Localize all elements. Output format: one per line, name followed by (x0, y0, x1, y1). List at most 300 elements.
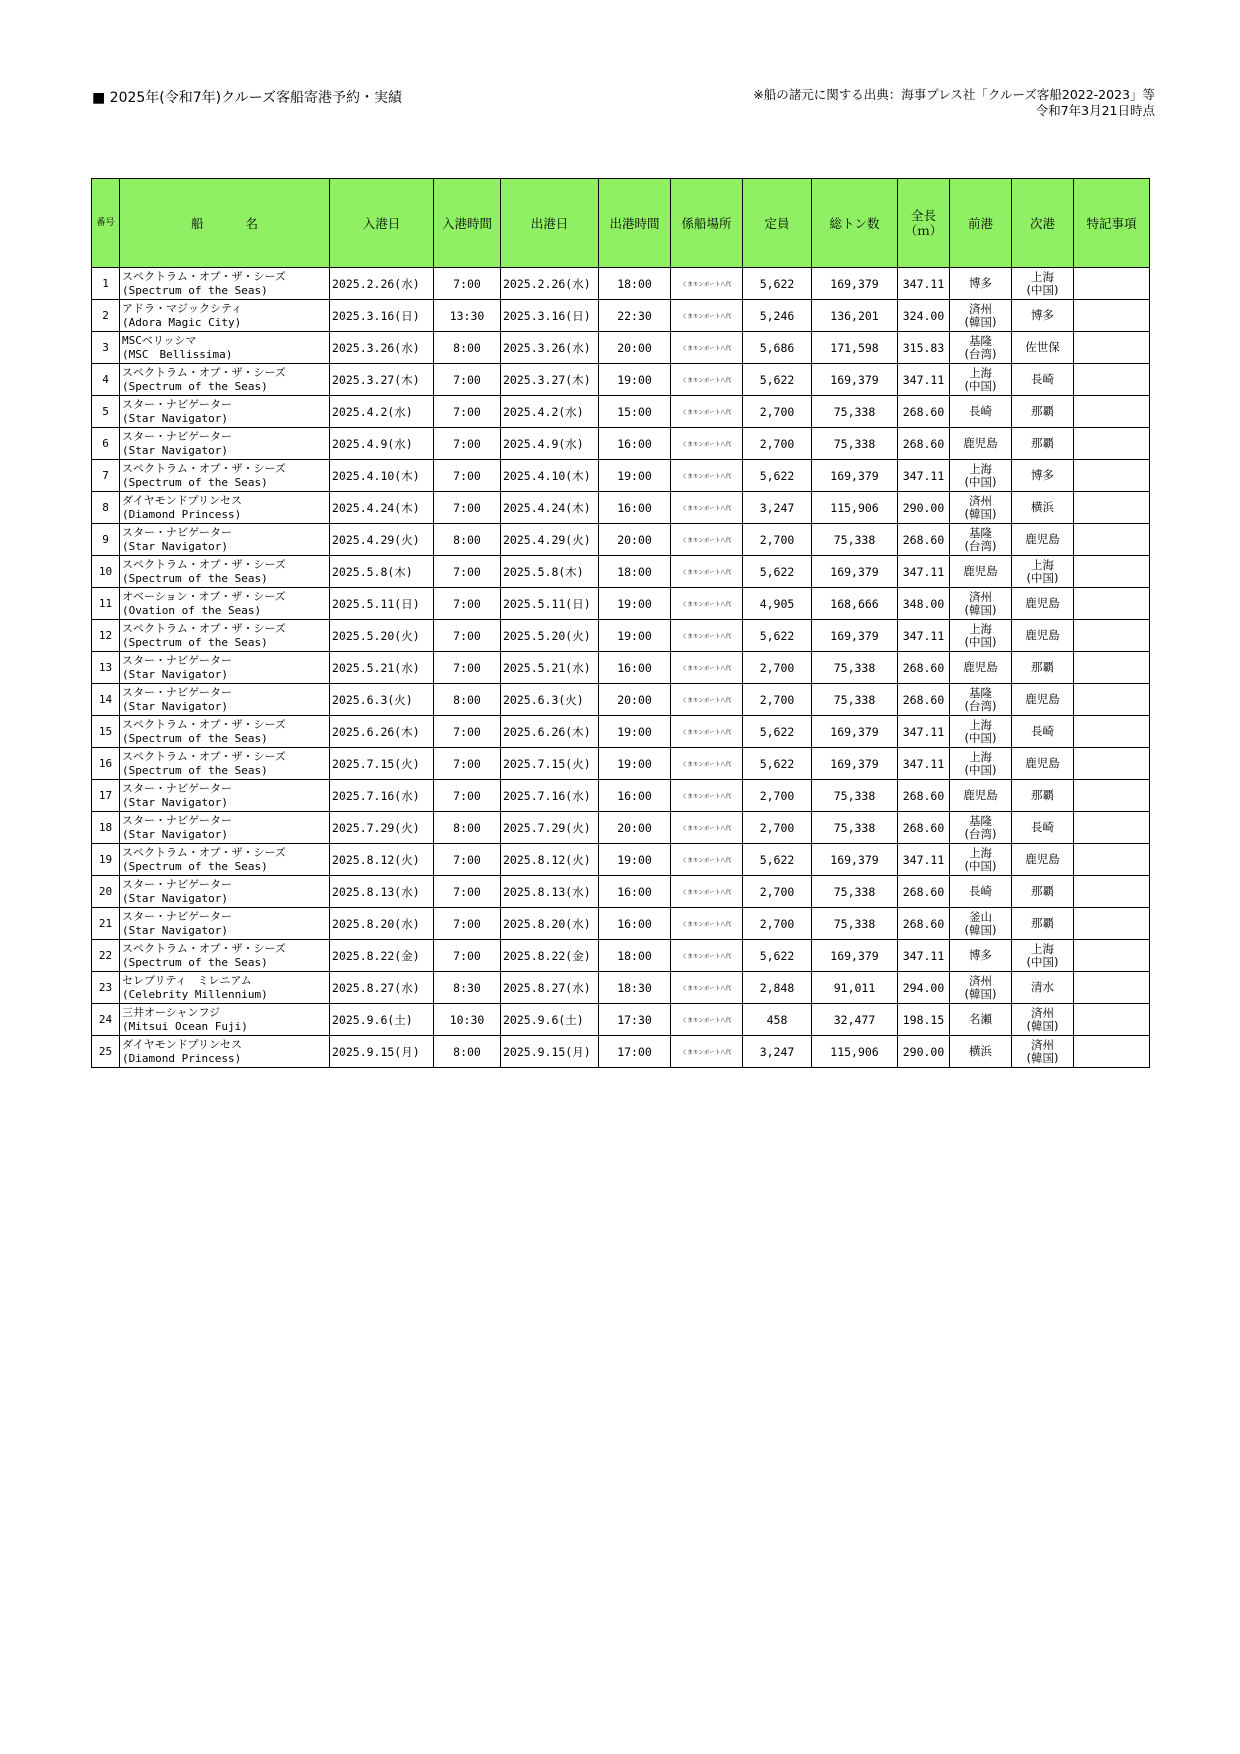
gross-tonnage: 169,379 (812, 620, 898, 652)
gross-tonnage: 169,379 (812, 556, 898, 588)
next-port-line: 鹿児島 (1025, 628, 1060, 642)
ship-name-ja: スター・ナビゲーター (122, 653, 232, 667)
ship-name (120, 812, 330, 844)
departure-date: 2025.5.21(水) (501, 652, 599, 684)
capacity: 5,622 (743, 748, 812, 780)
ship-name-en: (Star Navigator) (122, 443, 228, 457)
berth: くまモンポート八代 (671, 556, 743, 588)
next-port-line: (韓国) (1026, 1018, 1059, 1033)
next-port-line: 那覇 (1031, 660, 1054, 674)
table-row (92, 268, 1150, 300)
ship-name-ja: スター・ナビゲーター (122, 909, 232, 923)
departure-date: 2025.3.16(日) (501, 300, 599, 332)
col-header-tonnage: 総トン数 (812, 179, 898, 268)
ship-name-ja: アドラ・マジックシティ (122, 301, 243, 315)
previous-port (950, 620, 1012, 652)
notes (1074, 716, 1150, 748)
arrival-time: 7:00 (434, 364, 501, 396)
previous-port-line: (中国) (964, 762, 997, 777)
length: 268.60 (898, 876, 950, 908)
row-number: 22 (92, 940, 120, 972)
row-number: 24 (92, 1004, 120, 1036)
berth: くまモンポート八代 (671, 684, 743, 716)
next-port (1012, 588, 1074, 620)
ship-name-en: (Celebrity Millennium) (122, 987, 268, 1001)
departure-date: 2025.3.27(木) (501, 364, 599, 396)
next-port (1012, 972, 1074, 1004)
arrival-time: 7:00 (434, 748, 501, 780)
notes (1074, 1004, 1150, 1036)
previous-port-line: 鹿児島 (963, 436, 998, 450)
col-header-length (898, 179, 950, 268)
length: 198.15 (898, 1004, 950, 1036)
next-port-line: (中国) (1026, 282, 1059, 297)
ship-name (120, 876, 330, 908)
previous-port-line: 博多 (969, 276, 992, 290)
notes (1074, 844, 1150, 876)
arrival-date: 2025.7.29(火) (330, 812, 434, 844)
departure-time: 19:00 (599, 748, 671, 780)
next-port (1012, 716, 1074, 748)
next-port (1012, 908, 1074, 940)
row-number: 3 (92, 332, 120, 364)
col-header-ship-name: 船名 (120, 179, 330, 268)
berth: くまモンポート八代 (671, 780, 743, 812)
arrival-date: 2025.4.2(水) (330, 396, 434, 428)
length-label: 全長 (910, 208, 936, 223)
next-port (1012, 1036, 1074, 1068)
notes (1074, 748, 1150, 780)
notes (1074, 940, 1150, 972)
notes (1074, 1036, 1150, 1068)
capacity: 5,622 (743, 940, 812, 972)
previous-port-line: (韓国) (964, 314, 997, 329)
col-header-no: 番号 (92, 179, 120, 268)
arrival-time: 7:00 (434, 908, 501, 940)
departure-time: 16:00 (599, 780, 671, 812)
previous-port (950, 684, 1012, 716)
arrival-date: 2025.5.11(日) (330, 588, 434, 620)
departure-time: 22:30 (599, 300, 671, 332)
ship-name-en: (Spectrum of the Seas) (122, 635, 268, 649)
previous-port-line: 上海 (969, 749, 992, 764)
departure-time: 18:00 (599, 556, 671, 588)
next-port-line: 長崎 (1031, 372, 1054, 386)
row-number: 2 (92, 300, 120, 332)
next-port-line: (中国) (1026, 954, 1059, 969)
ship-name (120, 940, 330, 972)
table-row (92, 748, 1150, 780)
next-port (1012, 332, 1074, 364)
arrival-date: 2025.4.29(火) (330, 524, 434, 556)
gross-tonnage: 115,906 (812, 492, 898, 524)
departure-date: 2025.4.2(水) (501, 396, 599, 428)
departure-date: 2025.2.26(水) (501, 268, 599, 300)
col-header-arrival-date: 入港日 (330, 179, 434, 268)
table-row (92, 972, 1150, 1004)
next-port-line: 那覇 (1031, 916, 1054, 930)
ship-name-ja: MSCベリッシマ (122, 333, 197, 347)
table-row (92, 940, 1150, 972)
row-number: 17 (92, 780, 120, 812)
previous-port-line: 済州 (969, 493, 992, 508)
notes (1074, 876, 1150, 908)
next-port-line: 鹿児島 (1025, 532, 1060, 546)
notes (1074, 620, 1150, 652)
table-row (92, 428, 1150, 460)
ship-name-ja: ダイヤモンドプリンセス (122, 493, 243, 507)
previous-port-line: 鹿児島 (963, 788, 998, 802)
previous-port (950, 748, 1012, 780)
ship-name (120, 428, 330, 460)
capacity: 3,247 (743, 492, 812, 524)
previous-port (950, 716, 1012, 748)
ship-name (120, 748, 330, 780)
arrival-date: 2025.9.15(月) (330, 1036, 434, 1068)
row-number: 13 (92, 652, 120, 684)
berth: くまモンポート八代 (671, 876, 743, 908)
berth: くまモンポート八代 (671, 812, 743, 844)
notes (1074, 588, 1150, 620)
previous-port-line: 長崎 (969, 404, 992, 418)
arrival-date: 2025.8.13(水) (330, 876, 434, 908)
ship-name-ja: ダイヤモンドプリンセス (122, 1037, 243, 1051)
table-row (92, 1004, 1150, 1036)
capacity: 2,700 (743, 812, 812, 844)
berth: くまモンポート八代 (671, 844, 743, 876)
departure-time: 17:00 (599, 1036, 671, 1068)
row-number: 4 (92, 364, 120, 396)
departure-date: 2025.4.9(水) (501, 428, 599, 460)
previous-port-line: 上海 (969, 365, 992, 380)
gross-tonnage: 75,338 (812, 524, 898, 556)
arrival-date: 2025.8.22(金) (330, 940, 434, 972)
length: 348.00 (898, 588, 950, 620)
departure-time: 19:00 (599, 364, 671, 396)
next-port-line: 博多 (1031, 468, 1054, 482)
gross-tonnage: 169,379 (812, 268, 898, 300)
row-number: 21 (92, 908, 120, 940)
notes (1074, 396, 1150, 428)
table-row (92, 812, 1150, 844)
previous-port-line: (台湾) (964, 698, 997, 713)
departure-date: 2025.4.29(火) (501, 524, 599, 556)
notes (1074, 492, 1150, 524)
notes (1074, 684, 1150, 716)
departure-time: 19:00 (599, 844, 671, 876)
previous-port (950, 844, 1012, 876)
previous-port (950, 940, 1012, 972)
arrival-time: 7:00 (434, 844, 501, 876)
col-header-departure-time: 出港時間 (599, 179, 671, 268)
berth: くまモンポート八代 (671, 268, 743, 300)
previous-port (950, 780, 1012, 812)
previous-port (950, 652, 1012, 684)
arrival-date: 2025.6.3(火) (330, 684, 434, 716)
next-port (1012, 1004, 1074, 1036)
row-number: 1 (92, 268, 120, 300)
capacity: 5,622 (743, 364, 812, 396)
source-line: ※船の諸元に関する出典：海事プレス社「クルーズ客船2022-2023」等 (753, 87, 1155, 102)
departure-time: 17:30 (599, 1004, 671, 1036)
arrival-date: 2025.3.27(木) (330, 364, 434, 396)
ship-name-en: (Spectrum of the Seas) (122, 475, 268, 489)
arrival-time: 13:30 (434, 300, 501, 332)
previous-port (950, 300, 1012, 332)
capacity: 5,622 (743, 556, 812, 588)
departure-time: 19:00 (599, 620, 671, 652)
gross-tonnage: 169,379 (812, 940, 898, 972)
arrival-time: 7:00 (434, 428, 501, 460)
arrival-time: 7:00 (434, 556, 501, 588)
arrival-time: 8:00 (434, 332, 501, 364)
next-port (1012, 492, 1074, 524)
ship-name (120, 684, 330, 716)
departure-date: 2025.6.3(火) (501, 684, 599, 716)
departure-date: 2025.9.15(月) (501, 1036, 599, 1068)
ship-name-en: (Star Navigator) (122, 667, 228, 681)
table-row (92, 876, 1150, 908)
arrival-time: 7:00 (434, 492, 501, 524)
arrival-date: 2025.4.9(水) (330, 428, 434, 460)
ship-name-ja: スター・ナビゲーター (122, 685, 232, 699)
table-row (92, 300, 1150, 332)
row-number: 16 (92, 748, 120, 780)
next-port (1012, 620, 1074, 652)
berth: くまモンポート八代 (671, 748, 743, 780)
ship-name-ja: スペクトラム・オブ・ザ・シーズ (122, 269, 287, 283)
ship-name-en: (Spectrum of the Seas) (122, 763, 268, 777)
row-number: 7 (92, 460, 120, 492)
departure-time: 19:00 (599, 716, 671, 748)
arrival-date: 2025.5.21(水) (330, 652, 434, 684)
departure-date: 2025.7.16(水) (501, 780, 599, 812)
ship-name-en: (Star Navigator) (122, 827, 228, 841)
length: 268.60 (898, 396, 950, 428)
berth: くまモンポート八代 (671, 428, 743, 460)
departure-time: 19:00 (599, 460, 671, 492)
length: 324.00 (898, 300, 950, 332)
ship-name-ja: スペクトラム・オブ・ザ・シーズ (122, 557, 287, 571)
arrival-time: 7:00 (434, 940, 501, 972)
next-port (1012, 268, 1074, 300)
gross-tonnage: 75,338 (812, 908, 898, 940)
row-number: 5 (92, 396, 120, 428)
berth: くまモンポート八代 (671, 652, 743, 684)
berth: くまモンポート八代 (671, 492, 743, 524)
previous-port-line: (台湾) (964, 826, 997, 841)
length: 268.60 (898, 908, 950, 940)
capacity: 2,700 (743, 524, 812, 556)
ship-name-en: (Star Navigator) (122, 411, 228, 425)
departure-date: 2025.3.26(水) (501, 332, 599, 364)
length: 294.00 (898, 972, 950, 1004)
ship-name-en: (Star Navigator) (122, 891, 228, 905)
notes (1074, 972, 1150, 1004)
row-number: 14 (92, 684, 120, 716)
next-port-line: 横浜 (1031, 500, 1054, 514)
next-port-line: 上海 (1031, 269, 1054, 284)
previous-port (950, 556, 1012, 588)
departure-time: 20:00 (599, 812, 671, 844)
next-port (1012, 556, 1074, 588)
notes (1074, 300, 1150, 332)
table-row (92, 1036, 1150, 1068)
arrival-date: 2025.4.10(木) (330, 460, 434, 492)
departure-date: 2025.8.13(水) (501, 876, 599, 908)
ship-name-ja: スペクトラム・オブ・ザ・シーズ (122, 461, 287, 475)
next-port (1012, 652, 1074, 684)
col-header-capacity: 定員 (743, 179, 812, 268)
previous-port (950, 364, 1012, 396)
previous-port-line: (中国) (964, 858, 997, 873)
ship-name-ja: セレブリティ ミレニアム (122, 973, 252, 987)
length: 268.60 (898, 684, 950, 716)
previous-port-line: 済州 (969, 589, 992, 604)
arrival-time: 7:00 (434, 396, 501, 428)
previous-port-line: (台湾) (964, 346, 997, 361)
ship-name-en: (Spectrum of the Seas) (122, 859, 268, 873)
row-number: 23 (92, 972, 120, 1004)
capacity: 2,700 (743, 652, 812, 684)
ship-name-ja: スペクトラム・オブ・ザ・シーズ (122, 845, 287, 859)
previous-port (950, 268, 1012, 300)
arrival-time: 8:30 (434, 972, 501, 1004)
gross-tonnage: 115,906 (812, 1036, 898, 1068)
arrival-date: 2025.5.20(火) (330, 620, 434, 652)
next-port-line: 那覇 (1031, 404, 1054, 418)
previous-port-line: 上海 (969, 621, 992, 636)
length: 347.11 (898, 460, 950, 492)
previous-port-line: 釜山 (969, 909, 992, 924)
ship-name (120, 332, 330, 364)
next-port (1012, 364, 1074, 396)
gross-tonnage: 75,338 (812, 876, 898, 908)
berth: くまモンポート八代 (671, 908, 743, 940)
ship-name-ja: 三井オーシャンフジ (122, 1005, 221, 1019)
capacity: 2,848 (743, 972, 812, 1004)
capacity: 5,622 (743, 460, 812, 492)
ship-name-en: (Spectrum of the Seas) (122, 379, 268, 393)
arrival-date: 2025.7.16(水) (330, 780, 434, 812)
gross-tonnage: 75,338 (812, 396, 898, 428)
previous-port-line: 鹿児島 (963, 660, 998, 674)
row-number: 15 (92, 716, 120, 748)
ship-name-en: (Spectrum of the Seas) (122, 283, 268, 297)
previous-port (950, 396, 1012, 428)
next-port-line: 上海 (1031, 557, 1054, 572)
previous-port (950, 876, 1012, 908)
arrival-time: 10:30 (434, 1004, 501, 1036)
departure-time: 18:00 (599, 940, 671, 972)
arrival-date: 2025.3.26(水) (330, 332, 434, 364)
previous-port (950, 428, 1012, 460)
arrival-time: 8:00 (434, 684, 501, 716)
ship-name-en: (Spectrum of the Seas) (122, 571, 268, 585)
ship-name (120, 1036, 330, 1068)
as-of-line: 令和7年3月21日時点 (1035, 103, 1155, 118)
length: 315.83 (898, 332, 950, 364)
previous-port-line: (中国) (964, 378, 997, 393)
length: 268.60 (898, 524, 950, 556)
ship-name (120, 396, 330, 428)
ship-name-ja: オベーション・オブ・ザ・シーズ (122, 589, 286, 603)
previous-port (950, 972, 1012, 1004)
next-port-line: 済州 (1031, 1005, 1054, 1020)
capacity: 2,700 (743, 780, 812, 812)
previous-port-line: (韓国) (964, 922, 997, 937)
departure-date: 2025.4.10(木) (501, 460, 599, 492)
previous-port-line: (韓国) (964, 986, 997, 1001)
capacity: 3,247 (743, 1036, 812, 1068)
ship-name-en: (Ovation of the Seas) (122, 603, 262, 617)
capacity: 2,700 (743, 684, 812, 716)
notes (1074, 332, 1150, 364)
capacity: 2,700 (743, 428, 812, 460)
ship-name-en: (Spectrum of the Seas) (122, 955, 268, 969)
table-row (92, 844, 1150, 876)
next-port-line: 清水 (1031, 980, 1054, 994)
length: 347.11 (898, 844, 950, 876)
source-note (753, 87, 1155, 119)
ship-name-ja: スター・ナビゲーター (122, 397, 232, 411)
ship-name (120, 460, 330, 492)
ship-name-en: (Star Navigator) (122, 539, 228, 553)
ship-name (120, 524, 330, 556)
berth: くまモンポート八代 (671, 716, 743, 748)
next-port-line: 長崎 (1031, 724, 1054, 738)
next-port-line: 鹿児島 (1025, 692, 1060, 706)
berth: くまモンポート八代 (671, 588, 743, 620)
arrival-date: 2025.7.15(火) (330, 748, 434, 780)
previous-port-line: 長崎 (969, 884, 992, 898)
previous-port-line: 基隆 (969, 525, 992, 540)
arrival-time: 8:00 (434, 524, 501, 556)
capacity: 5,622 (743, 716, 812, 748)
col-header-departure-date: 出港日 (501, 179, 599, 268)
capacity: 4,905 (743, 588, 812, 620)
notes (1074, 652, 1150, 684)
row-number: 20 (92, 876, 120, 908)
next-port-line: 上海 (1031, 941, 1054, 956)
capacity: 2,700 (743, 396, 812, 428)
ship-name (120, 716, 330, 748)
col-header-berth: 係船場所 (671, 179, 743, 268)
notes (1074, 460, 1150, 492)
departure-date: 2025.8.12(火) (501, 844, 599, 876)
previous-port-line: (台湾) (964, 538, 997, 553)
length: 347.11 (898, 268, 950, 300)
previous-port (950, 524, 1012, 556)
previous-port-line: 済州 (969, 301, 992, 316)
previous-port-line: 基隆 (969, 333, 992, 348)
col-header-prev-port: 前港 (950, 179, 1012, 268)
capacity: 2,700 (743, 908, 812, 940)
notes (1074, 524, 1150, 556)
capacity: 458 (743, 1004, 812, 1036)
departure-date: 2025.8.22(金) (501, 940, 599, 972)
ship-name (120, 972, 330, 1004)
departure-time: 20:00 (599, 684, 671, 716)
ship-name-en: (Star Navigator) (122, 699, 228, 713)
arrival-time: 8:00 (434, 1036, 501, 1068)
arrival-date: 2025.5.8(木) (330, 556, 434, 588)
next-port-line: (韓国) (1026, 1050, 1059, 1065)
next-port (1012, 748, 1074, 780)
arrival-time: 7:00 (434, 716, 501, 748)
ship-name-en: (MSC Bellissima) (122, 347, 233, 361)
departure-date: 2025.7.29(火) (501, 812, 599, 844)
